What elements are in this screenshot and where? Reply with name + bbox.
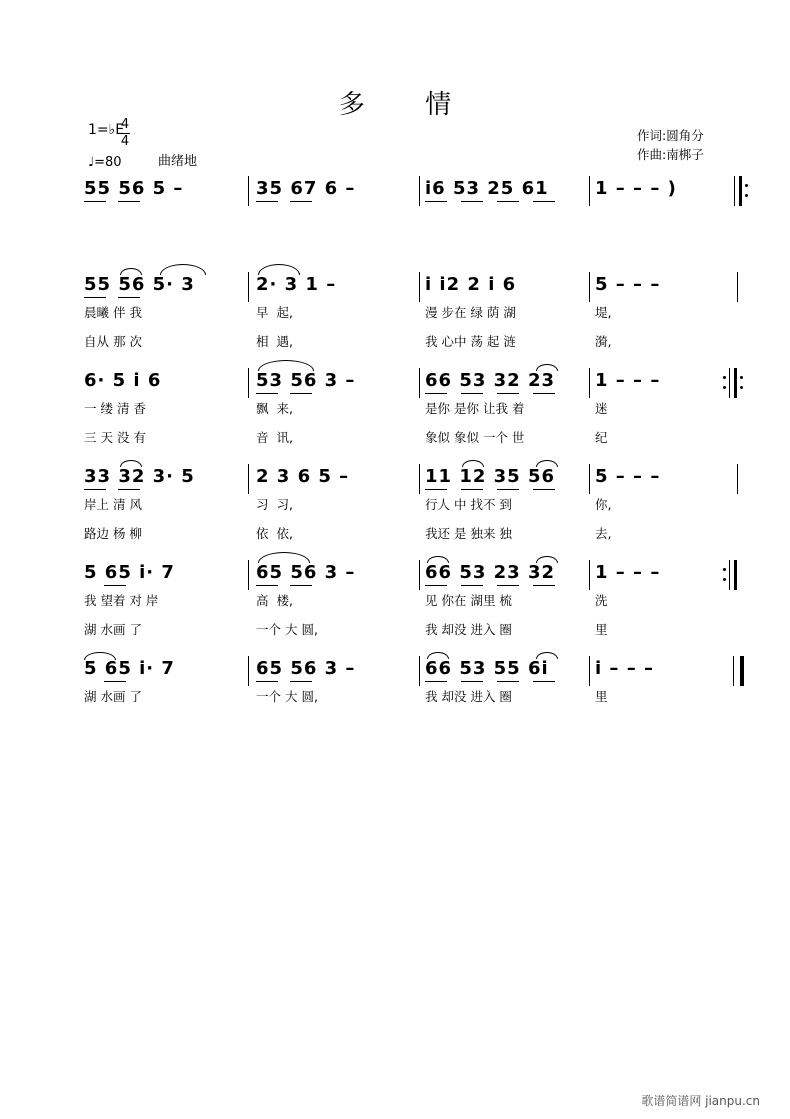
measure: 66 53 55 6i: [425, 658, 549, 679]
lyric-line-1: 你,: [595, 497, 612, 512]
key-signature: 1=♭E: [88, 122, 125, 138]
time-bottom: 4: [120, 134, 130, 149]
lyric-line-2: 象似 象似 一个 世: [425, 430, 525, 445]
song-title: 多 情: [338, 90, 478, 120]
lyric-line-1: 一 缕 清 香: [84, 401, 146, 416]
measure: 5 65 i· 7: [84, 562, 175, 583]
lyric-line-2: 相 遇,: [256, 334, 293, 349]
time-top: 4: [120, 117, 130, 132]
measure: 11 12 35 56: [425, 466, 555, 487]
lyric-line-1: 一个 大 圆,: [256, 689, 318, 704]
watermark: 歌谱简谱网 jianpu.cn: [641, 1094, 760, 1108]
lyric-line-2: 里: [595, 622, 608, 637]
slur: [427, 556, 449, 563]
slur: [536, 556, 558, 563]
measure: 33 32 3· 5: [84, 466, 195, 487]
measure: 5 65 i· 7: [84, 658, 175, 679]
expression-mark: 曲绪地: [158, 154, 198, 169]
slur: [427, 652, 449, 659]
lyric-line-2: 三 天 没 有: [84, 430, 146, 445]
lyric-line-1: 早 起,: [256, 305, 293, 320]
time-signature: [120, 118, 130, 149]
measure: 66 53 32 23: [425, 370, 555, 391]
score-row: [0, 658, 790, 770]
slur: [536, 364, 558, 371]
measure: 1 – – –: [595, 562, 661, 583]
lyric-line-2: 我 却没 进入 圈: [425, 622, 512, 637]
lyric-line-1: 高 楼,: [256, 593, 293, 608]
measure: 1 – – – ): [595, 178, 677, 199]
lyric-line-2: 我还 是 独来 独: [425, 526, 512, 541]
measure: i – – –: [595, 658, 654, 679]
measure: 1 – – –: [595, 370, 661, 391]
lyric-line-1: 里: [595, 689, 608, 704]
measure: i i2 2 i 6: [425, 274, 517, 295]
tempo-mark: ♩=80: [88, 155, 122, 170]
lyric-line-2: 去,: [595, 526, 612, 541]
measure: 6· 5 i 6: [84, 370, 162, 391]
repeat-end-sign: [728, 560, 740, 590]
lyric-line-1: 见 你在 湖里 梳: [425, 593, 512, 608]
measure: 55 56 5· 3: [84, 274, 195, 295]
repeat-start-sign: [733, 176, 745, 206]
lyric-line-1: 漫 步在 绿 荫 湖: [425, 305, 516, 320]
lyric-line-1: 行人 中 找不 到: [425, 497, 512, 512]
lyric-line-2: 纪: [595, 430, 608, 445]
lyric-line-2: 湖 水画 了: [84, 622, 142, 637]
lyric-line-1: 洗: [595, 593, 608, 608]
lyric-line-1: 我 却没 进入 圈: [425, 689, 512, 704]
measure: i6 53 25 61: [425, 178, 549, 199]
measure: 55 56 5 –: [84, 178, 184, 199]
slur: [536, 652, 558, 659]
measure: 65 56 3 –: [256, 658, 356, 679]
composer-credit: 作曲:南梆子: [637, 147, 704, 162]
lyric-line-1: 晨曦 伴 我: [84, 305, 142, 320]
lyric-line-2: 依 依,: [256, 526, 293, 541]
lyric-line-2: 漪,: [595, 334, 612, 349]
lyric-line-2: 路边 杨 柳: [84, 526, 142, 541]
lyric-line-1: 习 习,: [256, 497, 293, 512]
repeat-end-sign: [728, 368, 740, 398]
slur: [536, 460, 558, 467]
measure: 2 3 6 5 –: [256, 466, 350, 487]
slur: [120, 460, 142, 467]
slur: [120, 268, 142, 275]
lyric-line-2: 音 讯,: [256, 430, 293, 445]
measure: 65 56 3 –: [256, 562, 356, 583]
lyric-line-1: 飘 来,: [256, 401, 293, 416]
measure: 35 67 6 –: [256, 178, 356, 199]
measure: 53 56 3 –: [256, 370, 356, 391]
measure: 2· 3 1 –: [256, 274, 337, 295]
measure: 5 – – –: [595, 274, 661, 295]
lyricist-credit: 作词:圆角分: [637, 128, 704, 143]
measure: 5 – – –: [595, 466, 661, 487]
lyric-line-1: 是你 是你 让我 着: [425, 401, 525, 416]
lyric-line-1: 我 望着 对 岸: [84, 593, 159, 608]
final-barline: [733, 656, 744, 686]
lyric-line-2: 自从 那 次: [84, 334, 142, 349]
lyric-line-1: 湖 水画 了: [84, 689, 142, 704]
lyric-line-2: 我 心中 荡 起 涟: [425, 334, 516, 349]
lyric-line-2: 一个 大 圆,: [256, 622, 318, 637]
slur: [462, 460, 484, 467]
lyric-line-1: 岸上 清 风: [84, 497, 142, 512]
measure: 66 53 23 32: [425, 562, 555, 583]
lyric-line-1: 迷: [595, 401, 608, 416]
lyric-line-1: 堤,: [595, 305, 612, 320]
